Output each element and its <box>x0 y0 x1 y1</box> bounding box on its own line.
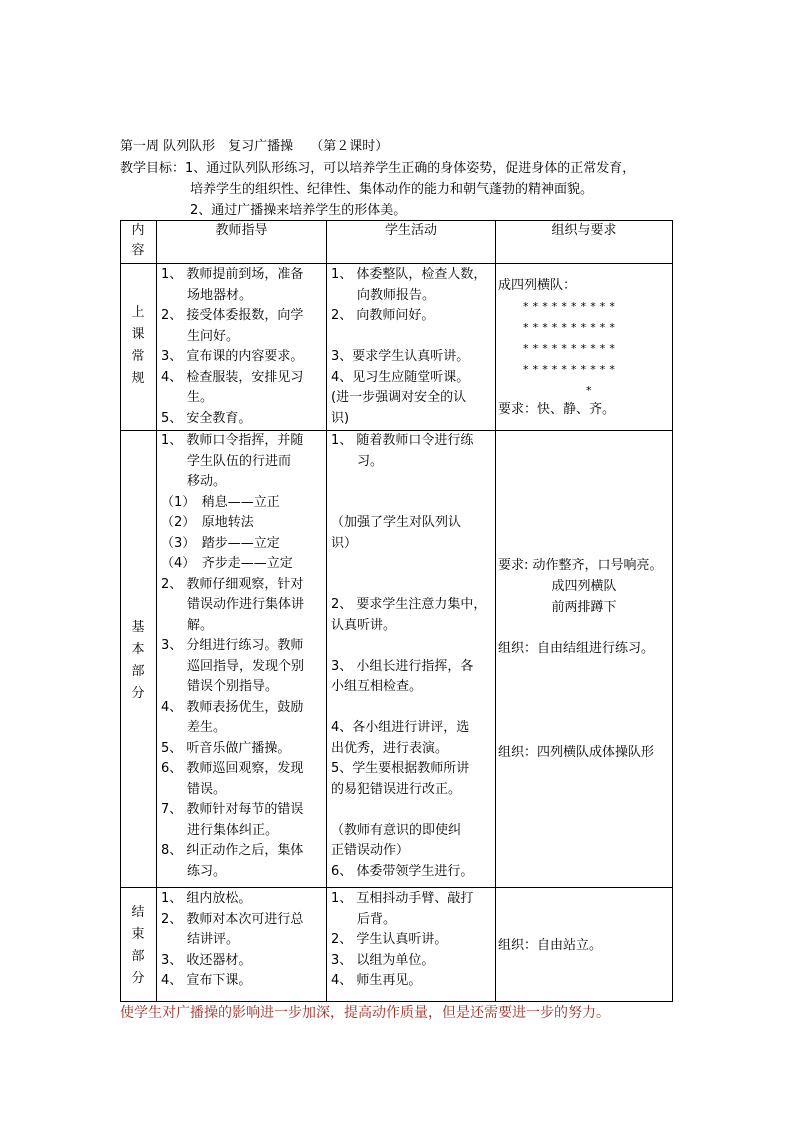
table-divider <box>120 263 673 264</box>
teacher-cell-closing: 1、 组内放松。 2、 教师对本次可进行总 结讲评。 3、 收还器材。 4、 宣布下课。 <box>161 891 304 988</box>
reflection-note: 使学生对广播操的影响进一步加深，提高动作质量，但是还需要进一步的努力。 <box>120 1005 610 1021</box>
goal-line-1: 教学目标：1、通过队列队形练习，可以培养学生正确的身体姿势，促进身体的正常发育， <box>120 161 636 176</box>
section-name-closing: 结 束 部 分 <box>131 905 145 986</box>
table-border <box>120 1001 673 1002</box>
main-formation: 成四列横队 <box>551 579 617 594</box>
lesson-table <box>120 220 673 1002</box>
formation-label: 成四列横队： <box>498 278 577 293</box>
table-divider <box>156 220 157 1002</box>
header-student: 学生活动 <box>384 223 437 238</box>
main-requirement: 要求: 动作整齐，口号响亮。 <box>498 558 663 573</box>
lesson-title: 第一周 队列队形 复习广播操 （第２课时） <box>120 139 389 154</box>
formation-dots: ********** ********** ********** ********** * <box>523 300 619 397</box>
teacher-cell-opening: 1、 教师提前到场，准备 场地器材。 2、 接受体委报数，向学 生问好。 3、 宣布课的内容要求。 4、 检查服装，安排见习 生。 5、 安全教育。 <box>161 267 304 426</box>
section-name-main: 基 本 部 分 <box>131 620 145 701</box>
goal-line-2: 培养学生的组织性、纪律性、集体动作的能力和朝气蓬勃的精神面貌。 <box>190 182 594 197</box>
opening-requirement: 要求：快、静、齐。 <box>498 402 616 417</box>
closing-organization: 组织：自由站立。 <box>498 938 603 953</box>
header-organization: 组织与要求 <box>551 223 617 238</box>
table-border <box>672 220 673 1002</box>
main-organization-1: 组织：自由结组进行练习。 <box>498 641 655 656</box>
section-name-opening: 上 课 常 规 <box>131 305 145 386</box>
table-divider <box>326 220 327 1002</box>
table-divider <box>120 887 673 888</box>
header-teacher: 教师指导 <box>215 223 268 238</box>
main-organization-2: 组织：四列横队成体操队形 <box>498 745 655 760</box>
student-cell-main: 1、 随着教师口令进行练 习。 （加强了学生对队列认 识） 2、 要求学生注意力集中， 认真听讲。 3、 小组长进行指挥，各 小组互相检查。 4、各小组进行讲评，选 出优秀，进行表演。 5、学生要根据教师所讲 的易犯错误进行改正。 （教师有意识的即使纠 正错误动作） 6、 体委带领学生进行。 <box>331 433 487 879</box>
goal-line-3: 2、通过广播操来培养学生的形体美。 <box>190 203 407 218</box>
teacher-cell-main: 1、 教师口令指挥，并随 学生队伍的行进而 移动。 （1） 稍息——立正 （2） 原地转法 （3） 踏步——立定 （4） 齐步走——立定 2、 教师仔细观察，针对 错误动作进行集体讲 解。 3、 分组进行练习。教师 巡回指导，发现个别 错误个别指导。 4、 教师表扬优生，鼓励 差生。 5、 听音乐做广播操。 6、 教师巡回观察，发现 错误。 7、 教师针对每节的错误 进行集体纠正。 8、 纠正动作之后，集体 练习。 <box>161 433 305 879</box>
main-squat: 前两排蹲下 <box>551 600 617 615</box>
student-cell-opening: 1、 体委整队，检查人数， 向教师报告。 2、 向教师问好。 3、要求学生认真听讲。 4、见习生应随堂听课。 (进一步强调对安全的认 识) <box>331 267 487 426</box>
header-content: 内 容 <box>131 223 145 258</box>
student-cell-closing: 1、 互相抖动手臂、敲打 后背。 2、 学生认真听讲。 3、 以组为单位。 4、 师生再见。 <box>331 891 474 988</box>
